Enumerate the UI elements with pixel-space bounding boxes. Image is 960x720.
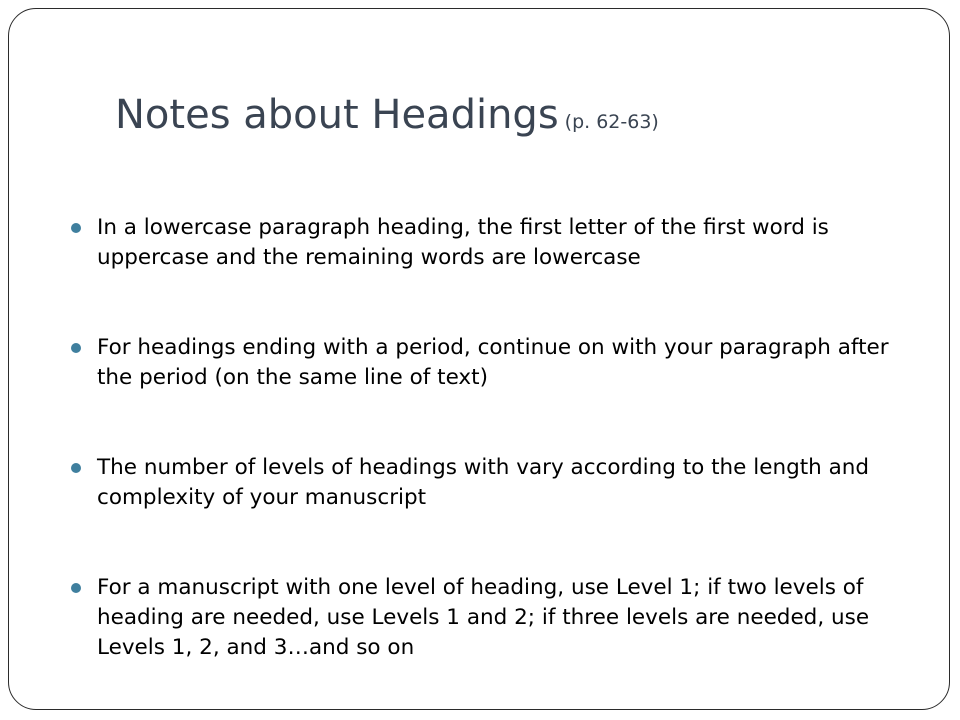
bullet-dot-icon [71, 343, 81, 353]
slide-frame [8, 8, 950, 710]
bullet-dot-icon [71, 583, 81, 593]
bullet-text: For headings ending with a period, continue on with your paragraph after the period (on the same line of text) [97, 335, 889, 390]
bullet-text: For a manuscript with one level of heading, use Level 1; if two levels of heading are needed, use Levels 1 and 2; if three levels are needed, use Levels 1, 2, and 3…and so on [97, 575, 870, 660]
slide-title-page-reference: (p. 62-63) [564, 111, 659, 133]
slide-title [115, 87, 659, 150]
bullet-text: In a lowercase paragraph heading, the first letter of the first word is uppercase and the remaining words are lowercase [97, 215, 829, 270]
slide-title-main: Notes about Headings [115, 92, 559, 138]
bullet-item [69, 333, 929, 393]
bullet-text: The number of levels of headings with vary according to the length and complexity of your manuscript [97, 455, 870, 510]
bullet-list [69, 213, 929, 663]
bullet-item [69, 453, 929, 513]
bullet-item [69, 213, 929, 273]
bullet-item [69, 573, 929, 663]
bullet-dot-icon [71, 223, 81, 233]
bullet-dot-icon [71, 463, 81, 473]
